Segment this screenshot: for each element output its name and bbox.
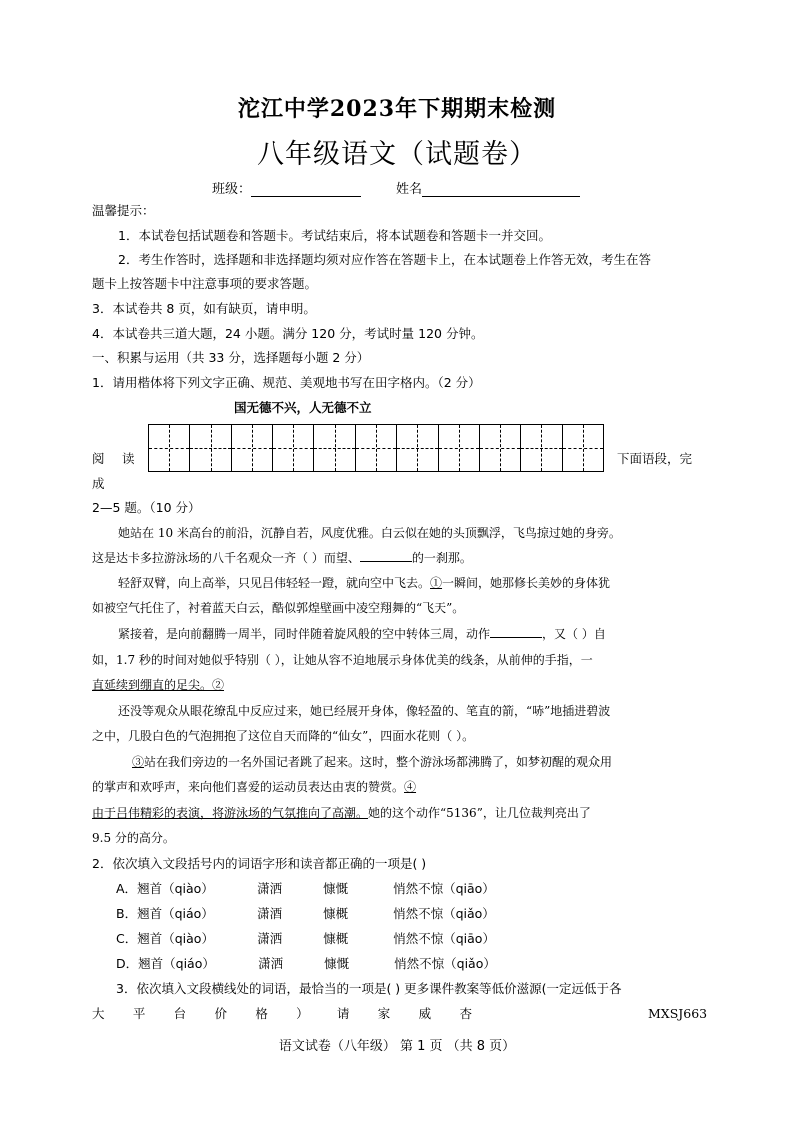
watermark-char: 平: [132, 1006, 146, 1021]
tianzige-grid[interactable]: [148, 424, 604, 472]
passage-line: 她站在 10 米高台的前沿，沉静自若，风度优雅。白云似在她的头顶飘浮，飞鸟掠过她的身旁。: [118, 526, 621, 540]
grid-cell[interactable]: [149, 425, 190, 471]
tip-4: 4．本试卷共三道大题，24 小题。满分 120 分，考试时量 120 分钟。: [92, 326, 484, 341]
passage-line: 之中，几股白色的气泡拥抱了这位自天而降的“仙女”，四面水花则（ ）。: [92, 729, 475, 743]
option-word: 悄然不惊（qiāo）: [393, 931, 495, 946]
watermark-char: 价: [214, 1006, 227, 1021]
option-word: 翘首（qiào）: [137, 931, 214, 946]
option-word: 翘首（qiào）: [137, 881, 214, 896]
watermark-char: 大: [92, 1006, 105, 1021]
watermark-char: 请: [336, 1006, 350, 1021]
class-field[interactable]: [212, 178, 361, 197]
grid-cell[interactable]: [521, 425, 562, 471]
option-label: C．: [116, 931, 138, 946]
passage-line: 直延续到绷直的足尖。②: [92, 678, 225, 692]
option-word: 潇酒: [257, 906, 283, 921]
option-b[interactable]: [116, 901, 495, 926]
option-word: 悄然不惊（qiǎo）: [394, 956, 496, 971]
question-1: 1．请用楷体将下列文字正确、规范、美观地书写在田字格内。（2 分）: [92, 375, 481, 390]
option-c[interactable]: [116, 926, 495, 951]
name-field[interactable]: [396, 178, 580, 197]
read-label-cont: 成: [92, 476, 105, 491]
answer-blank[interactable]: [360, 549, 412, 562]
marker-3: ③: [132, 755, 145, 769]
grid-cell[interactable]: [397, 425, 438, 471]
option-d[interactable]: [116, 951, 496, 976]
passage-line: [92, 546, 472, 571]
option-word: 翘首（qiáo）: [138, 956, 215, 971]
question-2: 2．依次填入文段括号内的词语字形和读音都正确的一项是( ): [92, 856, 427, 871]
grid-cell[interactable]: [480, 425, 521, 471]
marker-1: ①: [430, 576, 443, 590]
option-word: 慷慨: [323, 881, 349, 896]
grid-cell[interactable]: [439, 425, 480, 471]
passage-line: [132, 750, 612, 775]
passage-text: ，又（ ）自: [542, 627, 606, 641]
passage-text: 一瞬间，她那修长美妙的身体犹: [442, 576, 611, 590]
option-word: 潇洒: [257, 881, 283, 896]
grid-cell[interactable]: [314, 425, 355, 471]
subject-title: 八年级语文（试题卷）: [257, 139, 537, 170]
passage-text: 的一刹那。: [411, 551, 472, 565]
option-word: 慷概: [323, 931, 349, 946]
class-blank[interactable]: [251, 182, 361, 197]
option-label: A．: [116, 881, 138, 896]
watermark-row: [92, 1001, 472, 1026]
question-3: 3．依次填入文段横线处的词语，最恰当的一项是( ) 更多课件教案等低价滋源(一定远低于各: [116, 981, 622, 996]
option-label: D．: [116, 956, 139, 971]
doc-code: MXSJ663: [648, 1006, 708, 1021]
passage-line: [92, 801, 591, 826]
school-title: 沱江中学2023年下期期末检测: [237, 96, 557, 122]
passage-text: 站在我们旁边的一名外国记者跳了起来。这时，整个游泳场都沸腾了，如梦初醒的观众用: [144, 755, 613, 769]
page-footer: 语文试卷（八年级） 第 1 页 （共 8 页）: [278, 1039, 516, 1054]
calligraphy-text: 国无德不兴，人无德不立: [234, 400, 372, 415]
question-range: 2—5 题。（10 分）: [92, 500, 201, 515]
passage-line: 9.5 分的高分。: [92, 831, 175, 845]
passage-text: 紧接着，是向前翻腾一周半，同时伴随着旋风般的空中转体三周，动作: [118, 627, 491, 641]
passage-text: 轻舒双臂，向上高举，只见吕伟轻轻一蹬，就向空中飞去。: [118, 576, 431, 590]
watermark-char: 威: [418, 1006, 432, 1021]
watermark-char: 杏: [459, 1006, 472, 1021]
tip-1: 1．本试卷包括试题卷和答题卡。考试结束后，将本试题卷和答题卡一并交回。: [118, 228, 551, 243]
option-word: 慷慨: [324, 956, 350, 971]
answer-blank[interactable]: [490, 625, 542, 638]
read-label-right: 下面语段，完: [617, 451, 693, 466]
option-word: 悄然不惊（qiǎo）: [393, 906, 495, 921]
watermark-char: 台: [173, 1006, 187, 1021]
grid-cell[interactable]: [232, 425, 273, 471]
grid-cell[interactable]: [273, 425, 314, 471]
option-word: 悄然不惊（qiāo）: [393, 881, 495, 896]
section1-heading: 一、积累与运用（共 33 分，选择题每小题 2 分）: [92, 350, 370, 365]
passage-line: [118, 622, 606, 647]
watermark-char: ）: [296, 1006, 309, 1021]
underlined-sentence: 由于吕伟精彩的表演，将游泳场的气氛推向了高潮。: [92, 806, 369, 820]
passage-line: [92, 775, 416, 800]
marker-4: ④: [404, 780, 417, 794]
passage-line: 还没等观众从眼花缭乱中反应过来，她已经展开身体，像轻盈的、笔直的箭，“哧”地插进碧波: [118, 704, 611, 718]
passage-line: 如，1.7 秒的时间对她似乎特别（ ），让她从容不迫地展示身体优美的线条，从前伸的手指，一: [92, 653, 593, 667]
passage-line: [118, 571, 610, 596]
passage-line: 如被空气托住了，衬着蓝天白云，酷似郭煌壁画中凌空翔舞的“飞天”。: [92, 601, 465, 615]
name-blank[interactable]: [422, 182, 580, 197]
grid-cell[interactable]: [356, 425, 397, 471]
tip-2b: 题卡上按答题卡中注意事项的要求答题。: [92, 276, 318, 291]
read-label-2: 读: [122, 451, 135, 466]
passage-text: 她的这个动作“5136”，让几位裁判亮出了: [368, 806, 591, 820]
grid-cell[interactable]: [563, 425, 603, 471]
passage-text: 这是达卡多拉游泳场的八千名观众一齐（ ）而望、: [92, 551, 360, 565]
passage-text: 的掌声和欢呼声，来向他们喜爱的运动员表达由衷的赞赏。: [92, 780, 405, 794]
tip-2a: 2．考生作答时，选择题和非选择题均须对应作答在答题卡上，在本试题卷上作答无效，考生在答: [118, 252, 651, 267]
option-word: 潇洒: [258, 956, 284, 971]
option-word: 慷概: [323, 906, 349, 921]
option-a[interactable]: [116, 876, 495, 901]
tip-3: 3．本试卷共 8 页，如有缺页，请申明。: [92, 301, 316, 316]
class-label: 班级：: [212, 182, 252, 197]
option-word: 潇洒: [257, 931, 283, 946]
tips-heading: 温馨提示：: [92, 203, 155, 218]
watermark-char: 格: [255, 1006, 268, 1021]
name-label: 姓名: [396, 182, 423, 197]
option-label: B．: [116, 906, 138, 921]
watermark-char: 家: [377, 1006, 391, 1021]
read-label-1: 阅: [92, 451, 105, 466]
option-word: 翘首（qiáo）: [137, 906, 214, 921]
grid-cell[interactable]: [190, 425, 231, 471]
